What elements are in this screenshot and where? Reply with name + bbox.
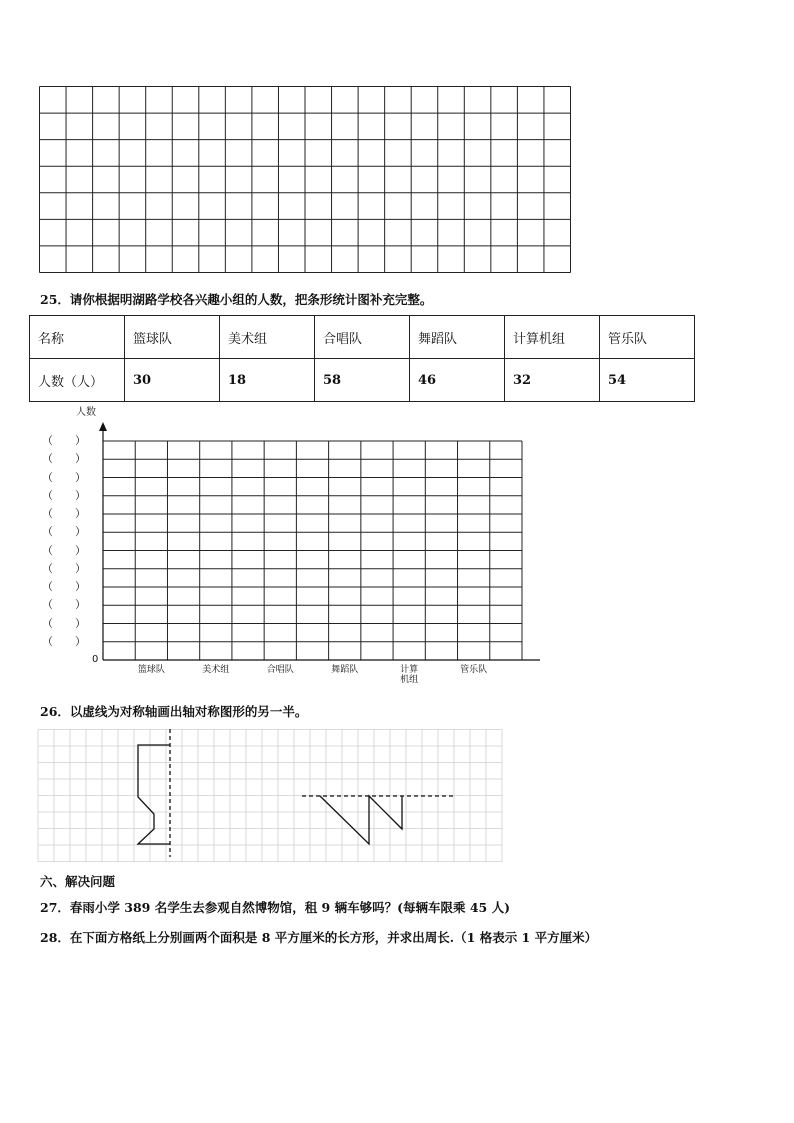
table-cell-name: 舞蹈队 <box>410 316 505 359</box>
y-tick-placeholder: （ ） <box>42 507 86 520</box>
section-6-title: 六、解决问题 <box>40 874 116 889</box>
table-cell-name: 篮球队 <box>125 316 220 359</box>
y-tick-placeholder: （ ） <box>42 580 86 593</box>
x-tick-label: 舞蹈队 <box>331 665 359 675</box>
table-cell-name: 美术组 <box>220 316 315 359</box>
x-tick-label: 篮球队 <box>137 665 165 675</box>
y-tick-placeholder: （ ） <box>42 525 86 539</box>
table-cell-value: 18 <box>220 359 315 402</box>
y-tick-placeholder: （ ） <box>42 598 86 612</box>
y-tick-placeholder: （ ） <box>42 561 86 575</box>
table-cell-value: 32 <box>505 359 600 402</box>
interest-group-table <box>29 315 695 402</box>
table-cell-name: 合唱队 <box>315 316 410 359</box>
question-28-text: 28．在下面方格纸上分别画两个面积是 8 平方厘米的长方形，并求出周长.（1 格表示 1 平方厘米） <box>40 930 598 945</box>
question-27-text: 27．春雨小学 389 名学生去参观自然博物馆，租 9 辆车够吗？(每辆车限乘 45 人) <box>40 900 511 915</box>
table-row-label: 人数（人） <box>30 359 125 402</box>
table-cell-name: 计算机组 <box>505 316 600 359</box>
y-tick-placeholder: （ ） <box>42 470 86 484</box>
y-tick-placeholder: （ ） <box>42 452 86 466</box>
symmetry-grid <box>37 729 504 863</box>
table-cell-value: 46 <box>410 359 505 402</box>
table-cell-value: 58 <box>315 359 410 402</box>
x-tick-label: 合唱队 <box>266 665 294 675</box>
left-half-figure <box>138 745 170 844</box>
question-25-text: 25．请你根据明湖路学校各兴趣小组的人数，把条形统计图补充完整。 <box>40 292 433 307</box>
table-row-names <box>30 316 695 359</box>
top-answer-grid <box>39 86 572 274</box>
question-26-text: 26．以虚线为对称轴画出轴对称图形的另一半。 <box>40 704 308 719</box>
table-cell-value: 54 <box>600 359 695 402</box>
x-tick-label: 美术组 <box>202 665 230 675</box>
y-tick-placeholder: （ ） <box>42 616 86 630</box>
y-tick-placeholder: （ ） <box>42 488 86 502</box>
y-axis-title: 人数 <box>76 407 96 418</box>
origin-label: 0 <box>92 654 99 665</box>
y-tick-placeholder: （ ） <box>42 634 86 648</box>
y-tick-placeholder: （ ） <box>42 434 86 447</box>
table-cell-value: 30 <box>125 359 220 402</box>
y-axis-arrow <box>99 422 107 431</box>
table-row-values <box>30 359 695 402</box>
table-header-label: 名称 <box>30 316 125 359</box>
x-tick-label: 计算 机组 <box>400 665 419 685</box>
x-tick-label: 管乐队 <box>460 665 488 675</box>
table-cell-name: 管乐队 <box>600 316 695 359</box>
y-tick-placeholder: （ ） <box>42 543 86 557</box>
